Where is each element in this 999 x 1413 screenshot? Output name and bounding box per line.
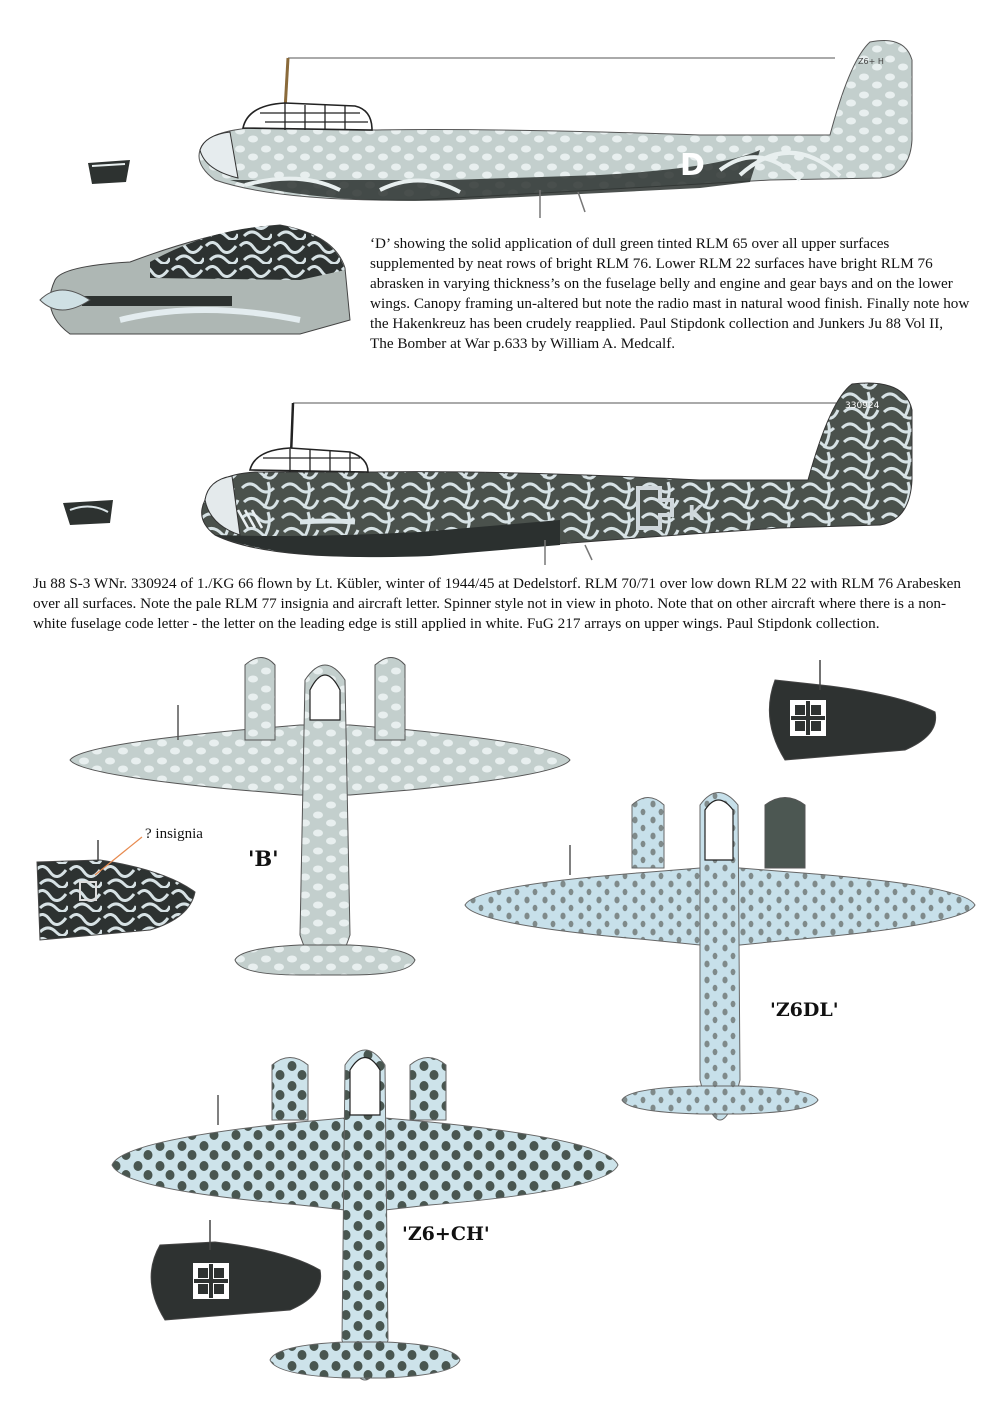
profile-1-caption: ‘D’ showing the solid application of dull green tinted RLM 65 over all upper surfaces supplemented by neat rows of bright RLM 76. Lower RLM 22 surfaces have bright RLM 76 abrasken in varying thickness’s on the fuselage belly and engine and gear bays and on the lower wings. Canopy framing un-altered but note the radio mast in natural wood finish. Finally note how the Hakenkreuz has been crudely reapplied. Paul Stipdonk collection and Junkers Ju 88 Vol II, The Bomber at War p.633 by William A. Medcalf. <box>370 235 970 352</box>
profile-2-cowling-detail <box>63 500 113 525</box>
profile-1-fin-code: Z6+ H <box>858 57 884 66</box>
fin-bottom-left <box>151 1220 321 1320</box>
plan-view-z6ch <box>112 1050 618 1380</box>
fin-top-right <box>769 660 935 760</box>
profile-1-fuselage-letter: D <box>680 148 705 183</box>
profile-1-cowling-detail <box>88 160 130 184</box>
profile-2-caption: Ju 88 S-3 WNr. 330924 of 1./KG 66 flown by Lt. Kübler, winter of 1944/45 at Dedelstorf. RLM 70/71 over low down RLM 22 with RLM 76 Arabesken over all surfaces. Note the pale RLM 77 insignia and aircraft letter. Spinner style not in view in photo. Note that on other aircraft where there is a non-white fuselage code letter - the letter on the leading edge is still applied in white. FuG 217 arrays on upper wings. Paul Stipdonk collection. <box>33 575 961 632</box>
profile-2-fin-werknummer: 330924 <box>845 401 880 411</box>
plan-view-z6dl <box>465 793 975 1121</box>
balkenkreuz-fin-bottom <box>193 1263 229 1299</box>
plan-view-b-fin <box>37 837 195 940</box>
profile-2-fuselage-letter: K <box>688 501 704 525</box>
profile-1-engine-nacelle <box>40 225 350 334</box>
insignia-note: ? insignia <box>145 826 203 842</box>
plan-view-b-code: 'B' <box>248 846 279 871</box>
balkenkreuz-fin-top <box>790 700 826 736</box>
plan-view-z6dl-code: 'Z6DL' <box>770 999 839 1021</box>
plan-view-z6ch-code: 'Z6+CH' <box>402 1223 490 1245</box>
profile-2-aircraft <box>202 383 912 565</box>
profile-1-aircraft <box>199 40 912 218</box>
